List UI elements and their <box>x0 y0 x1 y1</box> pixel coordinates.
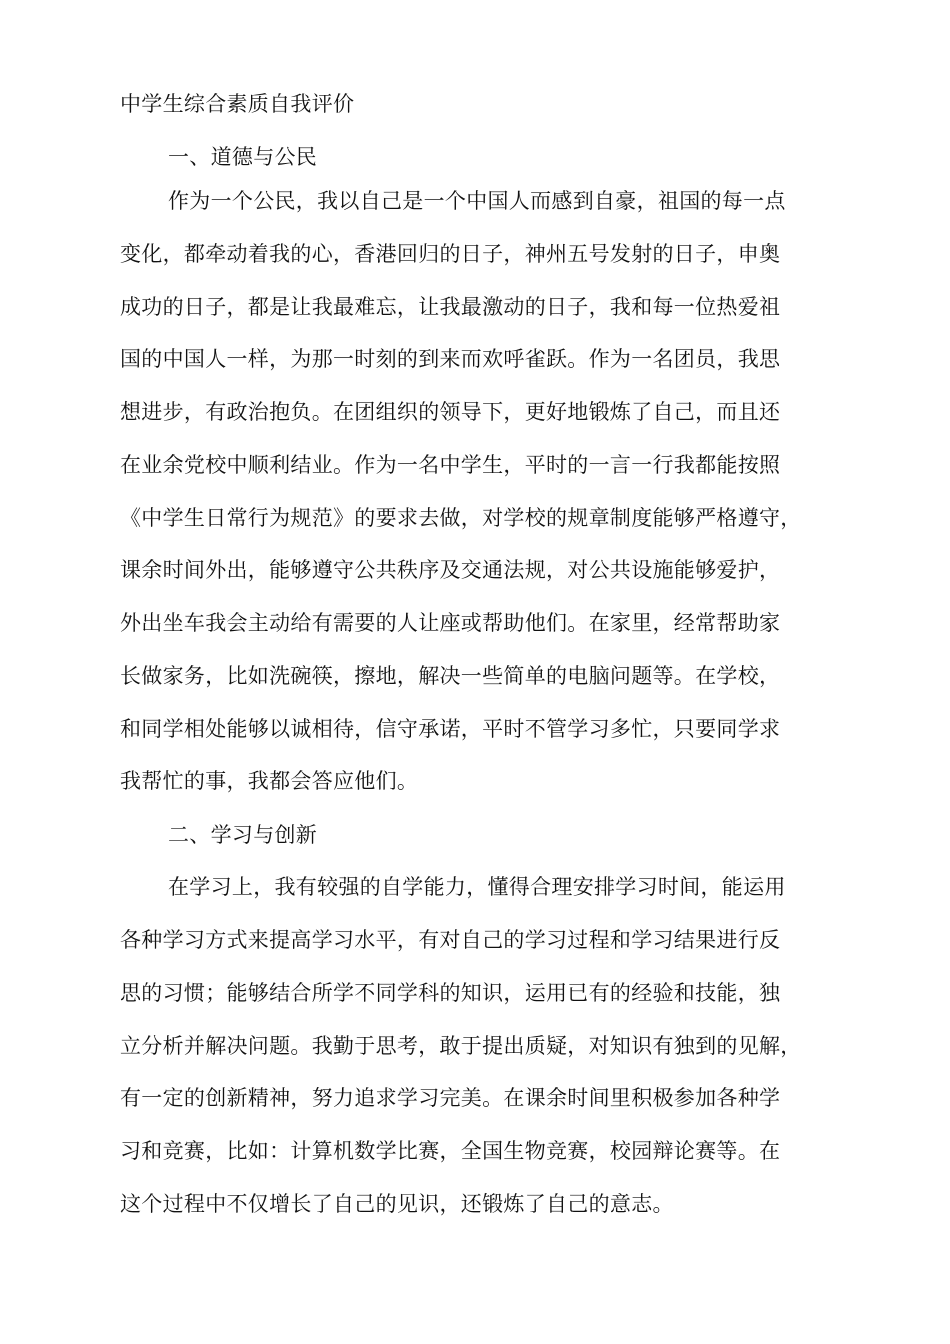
paragraph-line: 习和竞赛，比如：计算机数学比赛，全国生物竞赛，校园辩论赛等。在 <box>120 1139 781 1163</box>
paragraph-line: 各种学习方式来提高学习水平，有对自己的学习过程和学习结果进行反 <box>120 928 781 952</box>
paragraph-line: 立分析并解决问题。我勤于思考，敢于提出质疑，对知识有独到的见解， <box>120 1034 802 1058</box>
paragraph-line: 变化，都牵动着我的心，香港回归的日子，神州五号发射的日子，申奥 <box>120 242 781 266</box>
section-heading-morality: 一、道德与公民 <box>168 145 318 169</box>
paragraph-line: 长做家务，比如洗碗筷，擦地，解决一些简单的电脑问题等。在学校， <box>120 664 781 688</box>
paragraph-line: 想进步，有政治抱负。在团组织的领导下，更好地锻炼了自己，而且还 <box>120 400 781 424</box>
paragraph-line: 作为一个公民，我以自己是一个中国人而感到自豪，祖国的每一点 <box>168 189 786 213</box>
paragraph-line: 和同学相处能够以诚相待，信守承诺，平时不管学习多忙，只要同学求 <box>120 717 781 741</box>
paragraph-line: 外出坐车我会主动给有需要的人让座或帮助他们。在家里，经常帮助家 <box>120 611 781 635</box>
paragraph-line: 课余时间外出，能够遵守公共秩序及交通法规，对公共设施能够爱护， <box>120 558 781 582</box>
paragraph-line: 这个过程中不仅增长了自己的见识，还锻炼了自己的意志。 <box>120 1192 674 1216</box>
paragraph-line: 在业余党校中顺利结业。作为一名中学生，平时的一言一行我都能按照 <box>120 453 781 477</box>
paragraph-line: 我帮忙的事，我都会答应他们。 <box>120 769 419 793</box>
paragraph-line: 《中学生日常行为规范》的要求去做，对学校的规章制度能够严格遵守， <box>120 506 802 530</box>
paragraph-line: 思的习惯；能够结合所学不同学科的知识，运用已有的经验和技能，独 <box>120 981 781 1005</box>
document-title: 中学生综合素质自我评价 <box>120 92 355 116</box>
paragraph-line: 国的中国人一样，为那一时刻的到来而欢呼雀跃。作为一名团员，我思 <box>120 347 781 371</box>
paragraph-line: 成功的日子，都是让我最难忘，让我最激动的日子，我和每一位热爱祖 <box>120 295 781 319</box>
paragraph-line: 有一定的创新精神，努力追求学习完美。在课余时间里积极参加各种学 <box>120 1086 781 1110</box>
section-heading-learning: 二、学习与创新 <box>168 823 318 847</box>
paragraph-line: 在学习上，我有较强的自学能力，懂得合理安排学习时间，能运用 <box>168 875 786 899</box>
